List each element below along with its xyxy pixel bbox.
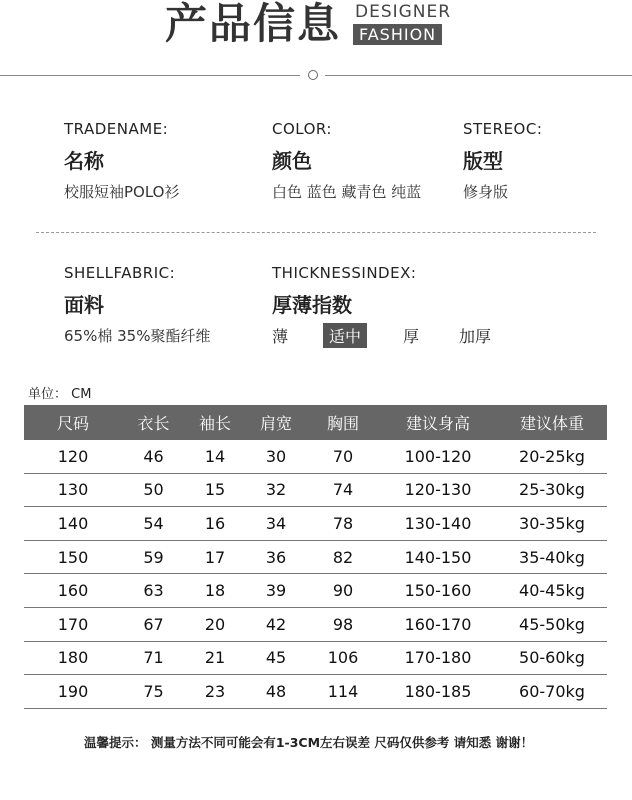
table-cell: 20 — [204, 614, 226, 634]
table-row — [24, 507, 607, 541]
table-cell: 16 — [204, 513, 226, 533]
table-cell: 75 — [143, 681, 164, 701]
table-cell: 180-185 — [404, 681, 472, 701]
color-cn: 颜色 — [272, 149, 312, 173]
header-chest: 胸围 — [326, 414, 359, 433]
table-cell: 67 — [143, 614, 164, 634]
table-row — [24, 574, 607, 608]
thickness-option-thick: 厚 — [403, 327, 420, 346]
table-cell: 25-30kg — [519, 480, 585, 500]
header-height: 建议身高 — [405, 414, 470, 433]
table-cell: 170 — [57, 614, 89, 634]
page-title: 产品信息 — [165, 0, 342, 48]
table-cell: 39 — [265, 581, 287, 601]
table-cell: 23 — [204, 681, 226, 701]
table-cell: 14 — [204, 446, 226, 466]
table-cell: 98 — [332, 614, 354, 634]
divider-right — [325, 75, 632, 76]
table-cell: 35-40kg — [519, 547, 585, 567]
table-row — [24, 608, 607, 642]
table-cell: 70 — [332, 446, 354, 466]
table-cell: 59 — [143, 547, 164, 567]
color-value: 白色 蓝色 藏青色 纯蓝 — [272, 183, 422, 201]
table-cell: 130 — [57, 480, 89, 500]
table-cell: 160-170 — [404, 614, 472, 634]
table-body — [24, 440, 607, 709]
stereo-cn: 版型 — [463, 149, 503, 173]
table-cell: 15 — [204, 480, 226, 500]
divider-left — [0, 75, 300, 76]
stereo-value: 修身版 — [463, 183, 509, 201]
table-cell: 150-160 — [404, 581, 472, 601]
table-cell: 17 — [204, 547, 226, 567]
table-cell: 140-150 — [404, 547, 472, 567]
table-cell: 32 — [265, 480, 287, 500]
table-cell: 30-35kg — [519, 513, 585, 533]
table-cell: 106 — [327, 648, 359, 668]
tradename-value: 校服短袖POLO衫 — [64, 183, 180, 201]
table-cell: 30 — [265, 446, 287, 466]
table-cell: 40-45kg — [519, 581, 585, 601]
table-row — [24, 541, 607, 575]
table-cell: 130-140 — [404, 513, 472, 533]
table-cell: 20-25kg — [519, 446, 585, 466]
color-en: COLOR: — [272, 120, 332, 138]
header-size: 尺码 — [56, 414, 89, 433]
size-table — [24, 405, 607, 709]
table-cell: 45 — [265, 648, 287, 668]
table-row — [24, 642, 607, 676]
thickness-cn: 厚薄指数 — [272, 293, 352, 317]
table-cell: 71 — [143, 648, 164, 668]
thickness-option-extra-thick: 加厚 — [459, 327, 492, 346]
table-cell: 180 — [57, 648, 89, 668]
table-cell: 120-130 — [404, 480, 472, 500]
fabric-en: SHELLFABRIC: — [64, 264, 176, 282]
divider-circle-icon — [308, 70, 318, 80]
table-cell: 34 — [265, 513, 287, 533]
table-cell: 36 — [265, 547, 287, 567]
table-cell: 54 — [143, 513, 164, 533]
designer-label: DESIGNER — [355, 2, 452, 22]
table-cell: 60-70kg — [519, 681, 585, 701]
table-cell: 50 — [143, 480, 164, 500]
header-weight: 建议体重 — [519, 414, 584, 433]
table-cell: 100-120 — [404, 446, 472, 466]
thickness-option-medium-selected: 适中 — [323, 323, 367, 348]
header-shoulder: 肩宽 — [259, 414, 292, 433]
table-row — [24, 675, 607, 709]
table-cell: 90 — [332, 581, 354, 601]
dashed-divider — [36, 232, 596, 233]
table-cell: 114 — [327, 681, 359, 701]
header-sleeve: 袖长 — [198, 414, 231, 433]
table-cell: 63 — [143, 581, 164, 601]
table-cell: 190 — [57, 681, 89, 701]
table-cell: 74 — [332, 480, 354, 500]
header-length: 衣长 — [137, 414, 170, 433]
table-cell: 48 — [265, 681, 287, 701]
fabric-value: 65%棉 35%聚酯纤维 — [64, 327, 211, 345]
table-row — [24, 440, 607, 474]
table-cell: 82 — [332, 547, 354, 567]
table-cell: 42 — [265, 614, 287, 634]
fashion-label: FASHION — [353, 24, 442, 45]
table-cell: 120 — [57, 446, 89, 466]
tradename-en: TRADENAME: — [64, 120, 169, 138]
unit-label: 单位： CM — [28, 387, 92, 402]
table-row — [24, 474, 607, 508]
table-cell: 18 — [204, 581, 226, 601]
thickness-option-thin: 薄 — [272, 327, 289, 346]
stereo-en: STEREOC: — [463, 120, 543, 138]
table-cell: 150 — [57, 547, 89, 567]
table-cell: 170-180 — [404, 648, 472, 668]
fabric-cn: 面料 — [64, 293, 104, 317]
table-cell: 140 — [57, 513, 89, 533]
table-cell: 45-50kg — [519, 614, 585, 634]
footnote: 温馨提示： 测量方法不同可能会有1-3CM左右误差 尺码仅供参考 请知悉 谢谢！ — [84, 735, 534, 750]
thickness-en: THICKNESSINDEX: — [272, 264, 417, 282]
table-cell: 21 — [204, 648, 226, 668]
table-cell: 50-60kg — [519, 648, 585, 668]
table-cell: 160 — [57, 581, 89, 601]
table-cell: 78 — [332, 513, 354, 533]
tradename-cn: 名称 — [64, 149, 104, 173]
table-cell: 46 — [143, 446, 164, 466]
table-header — [24, 405, 607, 440]
